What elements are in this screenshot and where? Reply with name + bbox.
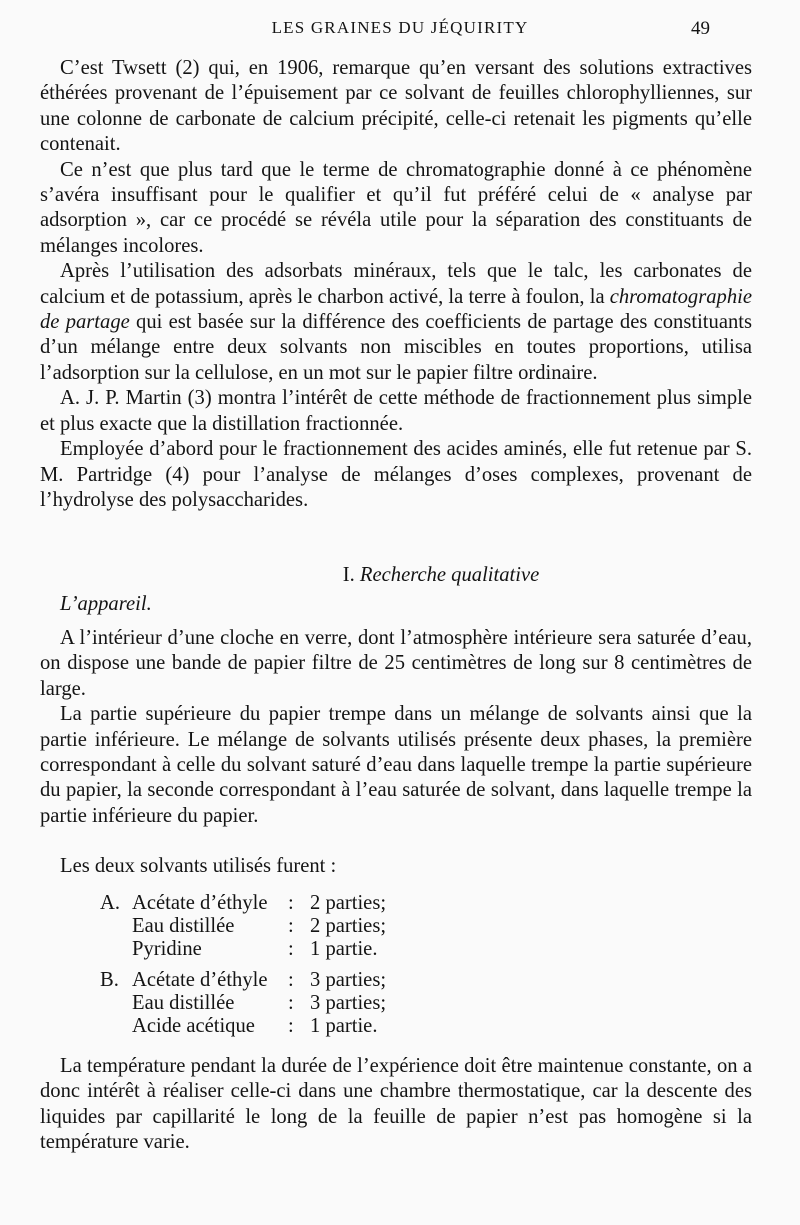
solvent-row — [100, 938, 386, 961]
paragraph-chromatographie: Ce n’est que plus tard que le terme de chromatographie donné à ce phénomène s’avéra insuffisant pour le qualifier et qu’il fut préféré celui de « analyse par adsorption », car ce procédé se révéla utile pour la séparation des constituants de mélanges incolores. — [40, 158, 752, 257]
paragraph-martin: A. J. P. Martin (3) montra l’intérêt de cette méthode de fractionnement plus simple et plus exacte que la distillation fractionnée. — [40, 387, 752, 435]
paragraph-adsorbats-start: Après l’utilisation des adsorbats minéraux, tels que le talc, les carbonates de calcium et de potassium, après le charbon activé, la terre à foulon, la — [40, 260, 752, 308]
solvent-letter: A. — [100, 892, 121, 914]
solvent-colon: : — [288, 915, 294, 937]
section-number: I. — [342, 564, 355, 586]
solvent-name: Eau distillée — [132, 915, 235, 937]
solvent-amount: 2 parties; — [310, 915, 387, 937]
solvent-row — [100, 992, 386, 1015]
solvent-amount: 3 parties; — [310, 992, 387, 1014]
solvent-amount: 1 partie. — [310, 938, 378, 960]
solvent-row — [100, 1015, 386, 1038]
chromatographie-de-partage-term: chromatographie de partage — [40, 285, 752, 334]
solvent-name: Acide acétique — [132, 1015, 255, 1037]
solvent-colon: : — [288, 969, 294, 991]
apparatus-text — [40, 626, 752, 829]
solvent-name: Pyridine — [132, 938, 202, 960]
solvent-row — [100, 969, 386, 992]
paragraph-partie-superieure: La partie supérieure du papier trempe dans un mélange de solvants ainsi que la partie inférieure. Le mélange de solvants utilisés présente deux phases, la première correspondant à celle du solvant saturé d’eau dans laquelle trempe la partie supérieure du papier, la seconde correspondant à l’eau saturée de solvant, dans laquelle trempe la partie inférieure du papier. — [40, 703, 752, 827]
section-title-text: Recherche qualitative — [359, 564, 540, 586]
paragraph-adsorbats — [40, 259, 752, 386]
solvent-amount: 1 partie. — [310, 1015, 378, 1037]
solvent-name: Acétate d’éthyle — [132, 892, 268, 914]
solvent-name: Acétate d’éthyle — [132, 969, 268, 991]
solvent-colon: : — [288, 892, 294, 914]
paragraph-cloche: A l’intérieur d’une cloche en verre, dont l’atmosphère intérieure sera saturée d’eau, on dispose une bande de papier filtre de 25 centimètres de long sur 8 centimètres de large. — [40, 627, 752, 700]
page-number: 49 — [691, 18, 710, 39]
paragraph-twsett: C’est Twsett (2) qui, en 1906, remarque qu’en versant des solutions extractives éthérées provenant de l’épuisement par ce solvant de feuilles chlorophylliennes, sur une colonne de carbonate de calcium précipité, celle-ci retenait les pigments qu’elle contenait. — [40, 57, 752, 156]
intro-text — [40, 56, 752, 513]
subsection-title: L’appareil. — [60, 593, 152, 615]
solvents-intro: Les deux solvants utilisés furent : — [60, 855, 337, 877]
solvent-name: Eau distillée — [132, 992, 235, 1014]
running-title: LES GRAINES DU JÉQUIRITY — [271, 18, 529, 37]
paragraph-temperature: La température pendant la durée de l’expérience doit être maintenue constante, on a donc intérêt à réaliser celle-ci dans une chambre thermostatique, car la descente des liquides par capillarité le long de la feuille de papier n’est pas homogène si la température varie. — [40, 1055, 752, 1154]
solvent-colon: : — [288, 1015, 294, 1037]
solvent-colon: : — [288, 938, 294, 960]
section-heading-block — [40, 563, 752, 617]
paragraph-partridge: Employée d’abord pour le fractionnement des acides aminés, elle fut retenue par S. M. Partridge (4) pour l’analyse de mélanges d’oses complexes, provenant de l’hydrolyse des polysaccharides. — [40, 438, 752, 511]
running-head — [0, 14, 800, 44]
solvent-row — [100, 915, 386, 938]
solvent-table — [100, 892, 386, 1038]
temperature-text — [40, 1054, 752, 1156]
solvent-letter: B. — [100, 969, 119, 991]
solvent-amount: 3 parties; — [310, 969, 387, 991]
solvent-amount: 2 parties; — [310, 892, 387, 914]
section-title — [40, 563, 752, 588]
paragraph-adsorbats-end: qui est basée sur la différence des coefficients de partage des constituants d’un mélange entre deux solvants non miscibles en toutes proportions, utilisa l’adsorption sur la cellulose, en un mot sur le papier filtre ordinaire. — [40, 311, 752, 384]
solvent-row — [100, 892, 386, 915]
solvent-colon: : — [288, 992, 294, 1014]
